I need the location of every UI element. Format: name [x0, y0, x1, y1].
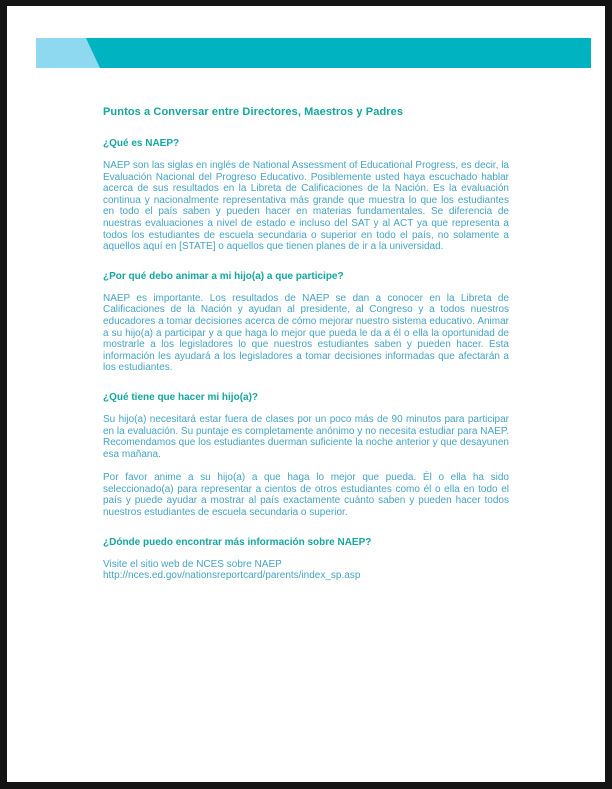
section-heading-que-tiene-que-hacer: ¿Qué tiene que hacer mi hijo(a)?	[103, 391, 259, 403]
page-title: Puntos a Conversar entre Directores, Maestros y Padres	[103, 106, 404, 118]
section-heading-mas-informacion: ¿Dónde puedo encontrar más información sobre NAEP?	[103, 536, 372, 548]
paragraph-que-es-naep: NAEP son las siglas en inglés de National Assessment of Educational Progress, es decir, la Evaluación Nacional del Progreso Educativo. Posiblemente usted haya escuchado hablar acerca de sus resultados en la Libreta de Calificaciones de la Nación. Es la evaluación continua y nacionalmente representativa más grande que muestra lo que los estudiantes en todo el país saben y pueden hacer en materias fundamentales. Se diferencia de nuestras evaluaciones a nivel de estado e incluso del SAT y al ACT ya que representa a todos los estudiantes de escuela secundaria o superior en todo el país, no solamente a aquellos aquí en [STATE] o aquellos que tienen planes de ir a la universidad.	[103, 160, 509, 253]
paragraph-visite-sitio-web: Visite el sitio web de NCES sobre NAEP	[103, 558, 282, 570]
section-heading-que-es-naep: ¿Qué es NAEP?	[103, 138, 180, 149]
paragraph-que-tiene-que-hacer-2: Por favor anime a su hijo(a) a que haga lo mejor que pueda. Él o ella ha sido seleccionado(a) para representar a cientos de otros estudiantes como él o ella en todo el país y puede ayudar a mostrar al país exactamente cuánto saben y pueden hacer todos nuestros estudiantes de escuela secundaria o superior.	[103, 472, 509, 519]
header-band-accent	[36, 38, 100, 68]
section-heading-por-que-animar: ¿Por qué debo animar a mi hijo(a) a que participe?	[103, 270, 344, 282]
header-band	[36, 38, 591, 68]
paragraph-que-tiene-que-hacer-1: Su hijo(a) necesitará estar fuera de clases por un poco más de 90 minutos para participar en la evaluación. Su puntaje es completamente anónimo y no necesita estudiar para NAEP. Recomendamos que los estudiantes duerman suficiente la noche anterior y que desayunen esa mañana.	[103, 413, 509, 460]
paragraph-por-que-animar: NAEP es importante. Los resultados de NAEP se dan a conocer en la Libreta de Calificaciones de la Nación y ayudan al presidente, al Congreso y a todos nuestros educadores a tomar decisiones acerca de cómo mejorar nuestro sistema educativo. Animar a su hijo(a) a participar y a que haga lo mejor que pueda le da a él o ella la oportunidad de mostrarle a los legisladores lo que nuestros estudiantes saben y pueden hacer. Esta información les ayudará a los legisladores a tomar decisiones informadas que afectarán a los estudiantes.	[103, 292, 509, 374]
document-content	[7, 6, 605, 582]
naep-url-link[interactable]: http://nces.ed.gov/nationsreportcard/parents/index_sp.asp	[103, 570, 361, 582]
document-page	[7, 6, 605, 782]
